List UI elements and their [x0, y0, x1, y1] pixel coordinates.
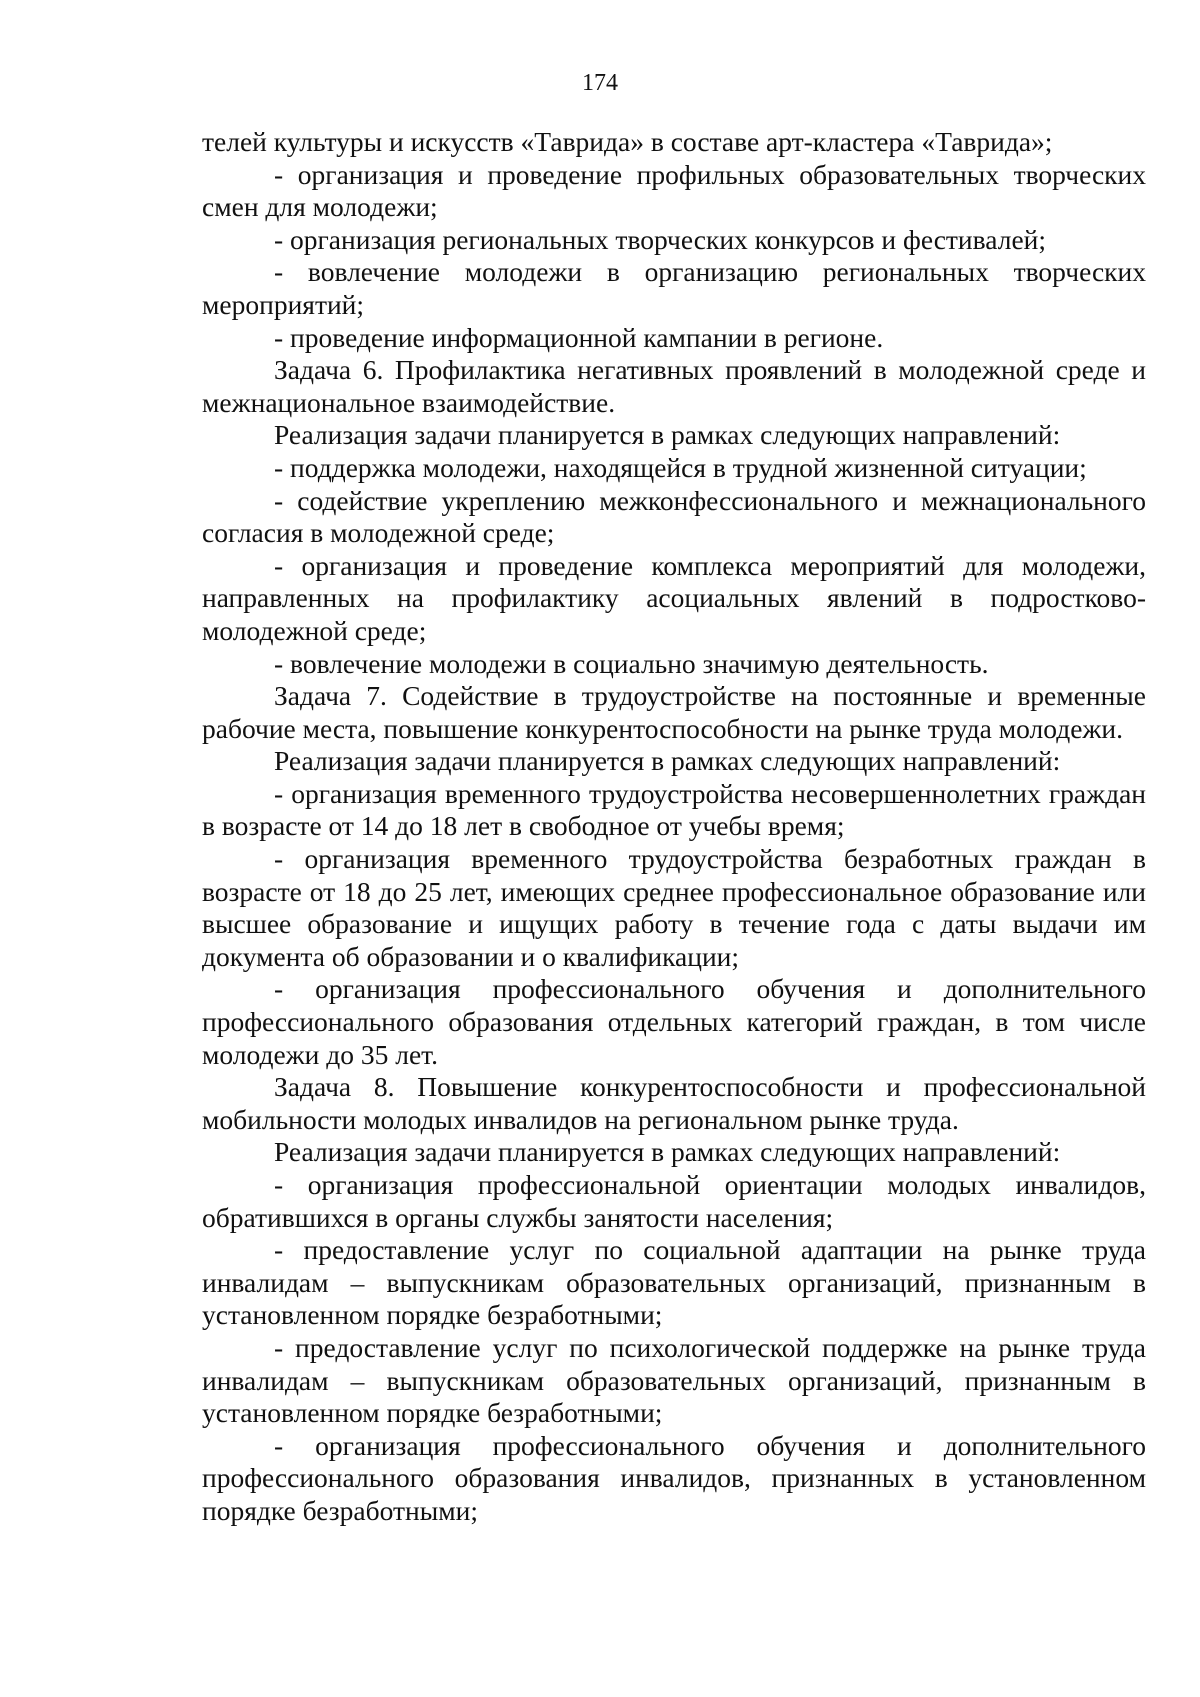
page-number: 174 [582, 70, 618, 96]
list-item: - вовлечение молодежи в социально значимую деятельность. [274, 647, 989, 679]
body-text [202, 126, 1146, 1528]
list-item: - проведение информационной кампании в регионе. [274, 321, 884, 353]
list-item: - вовлечение молодежи в организацию региональных творческих мероприятий; [202, 256, 1146, 320]
list-item: - предоставление услуг по психологической поддержке на рынке труда инвалидам – выпускникам образовательных организаций, признанным в установленном порядке безработными; [202, 1331, 1146, 1429]
list-item: - поддержка молодежи, находящейся в трудной жизненной ситуации; [274, 451, 1087, 483]
list-item: - организация и проведение профильных образовательных творческих смен для молодежи; [202, 158, 1146, 223]
task-heading: Задача 7. Содействие в трудоустройстве на постоянные и временные рабочие места, повышение конкурентоспособности на рынке труда молодежи. [202, 680, 1146, 744]
paragraph: Реализация задачи планируется в рамках следующих направлений: [274, 419, 1061, 451]
list-item: - организация профессионального обучения и дополнительного профессионального образования инвалидов, признанных в установленном порядке безработными; [202, 1429, 1146, 1526]
list-item: - организация профессионального обучения и дополнительного профессионального образования отдельных категорий граждан, в том числе молодежи до 35 лет. [202, 973, 1146, 1070]
list-item: - организация временного трудоустройства безработных граждан в возрасте от 18 до 25 лет, имеющих среднее профессиональное образование или высшее образование и ищущих работу в течение года с даты выдачи им документа об образовании и о квалификации; [202, 843, 1146, 972]
task-heading: Задача 8. Повышение конкурентоспособности и профессиональной мобильности молодых инвалидов на региональном рынке труда. [202, 1071, 1146, 1135]
list-item: - организация региональных творческих конкурсов и фестивалей; [274, 223, 1047, 255]
list-item: - предоставление услуг по социальной адаптации на рынке труда инвалидам – выпускникам образовательных организаций, признанным в установленном порядке безработными; [202, 1234, 1146, 1331]
list-item: - содействие укреплению межконфессионального и межнационального согласия в молодежной среде; [202, 484, 1146, 549]
task-heading: Задача 6. Профилактика негативных проявлений в молодежной среде и межнациональное взаимодействие. [202, 354, 1146, 418]
paragraph-continuation: телей культуры и искусств «Таврида» в составе арт-кластера «Таврида»; [202, 126, 1053, 157]
list-item: - организация профессиональной ориентации молодых инвалидов, обратившихся в органы службы занятости населения; [202, 1169, 1146, 1233]
paragraph: Реализация задачи планируется в рамках следующих направлений: [274, 1136, 1061, 1168]
list-item: - организация временного трудоустройства несовершеннолетних граждан в возрасте от 14 до 18 лет в свободное от учебы время; [202, 777, 1146, 842]
list-item: - организация и проведение комплекса мероприятий для молодежи, направленных на профилактику асоциальных явлений в подростково-молодежной среде; [202, 549, 1146, 646]
paragraph: Реализация задачи планируется в рамках следующих направлений: [274, 745, 1061, 777]
